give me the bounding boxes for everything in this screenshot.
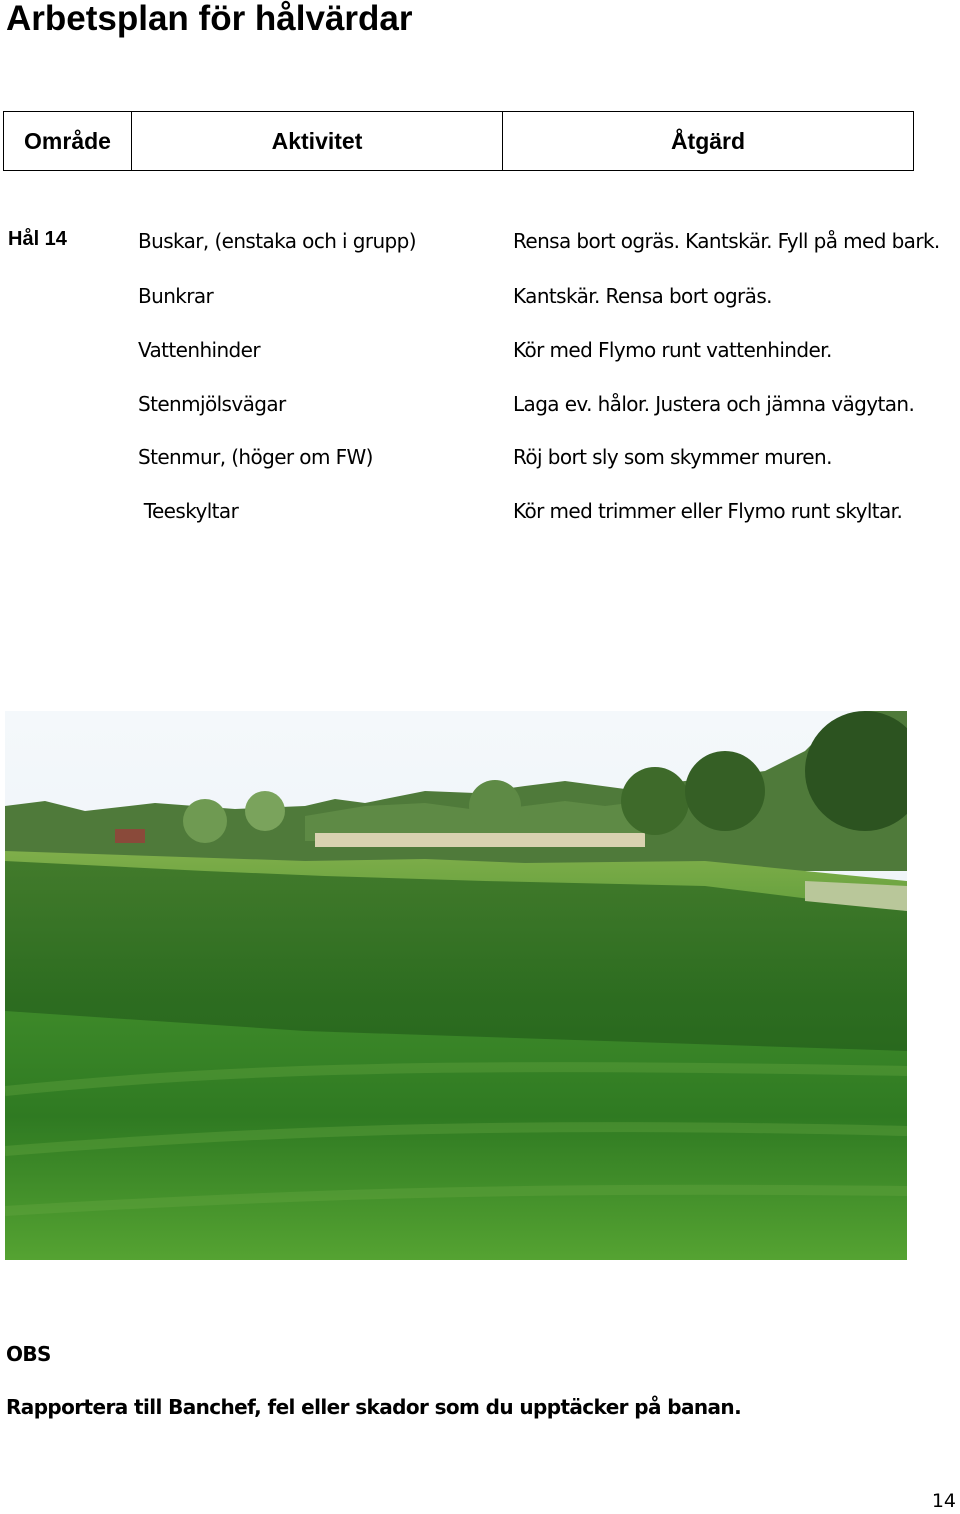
- header-omrade: Område: [4, 112, 132, 170]
- row-action-2: Kantskär. Rensa bort ogräs.: [513, 284, 772, 308]
- header-atgard: Åtgärd: [670, 127, 746, 154]
- row-action-3: Kör med Flymo runt vattenhinder.: [513, 338, 832, 362]
- header-table: [3, 111, 914, 171]
- row-area-6: Teeskyltar: [138, 499, 239, 523]
- hole-label: Hål 14: [8, 228, 67, 250]
- page-number: 14: [931, 1490, 956, 1512]
- obs-heading: OBS: [6, 1342, 51, 1366]
- row-action-1: Rensa bort ogräs. Kantskär. Fyll på med bark.: [513, 229, 940, 253]
- row-area-1: Buskar, (enstaka och i grupp): [138, 229, 416, 253]
- obs-note: Rapportera till Banchef, fel eller skador som du upptäcker på banan.: [6, 1395, 742, 1419]
- row-area-5: Stenmur, (höger om FW): [138, 445, 373, 469]
- row-action-5: Röj bort sly som skymmer muren.: [513, 445, 832, 469]
- row-area-3: Vattenhinder: [138, 338, 260, 362]
- page-title: Arbetsplan för hålvärdar: [6, 0, 413, 38]
- golf-course-photo: [5, 711, 907, 1260]
- row-action-4: Laga ev. hålor. Justera och jämna vägytan.: [513, 392, 915, 416]
- header-aktivitet: Aktivitet: [132, 112, 503, 170]
- row-area-2: Bunkrar: [138, 284, 214, 308]
- row-action-6: Kör med trimmer eller Flymo runt skyltar.: [513, 499, 903, 523]
- row-area-4: Stenmjölsvägar: [138, 392, 286, 416]
